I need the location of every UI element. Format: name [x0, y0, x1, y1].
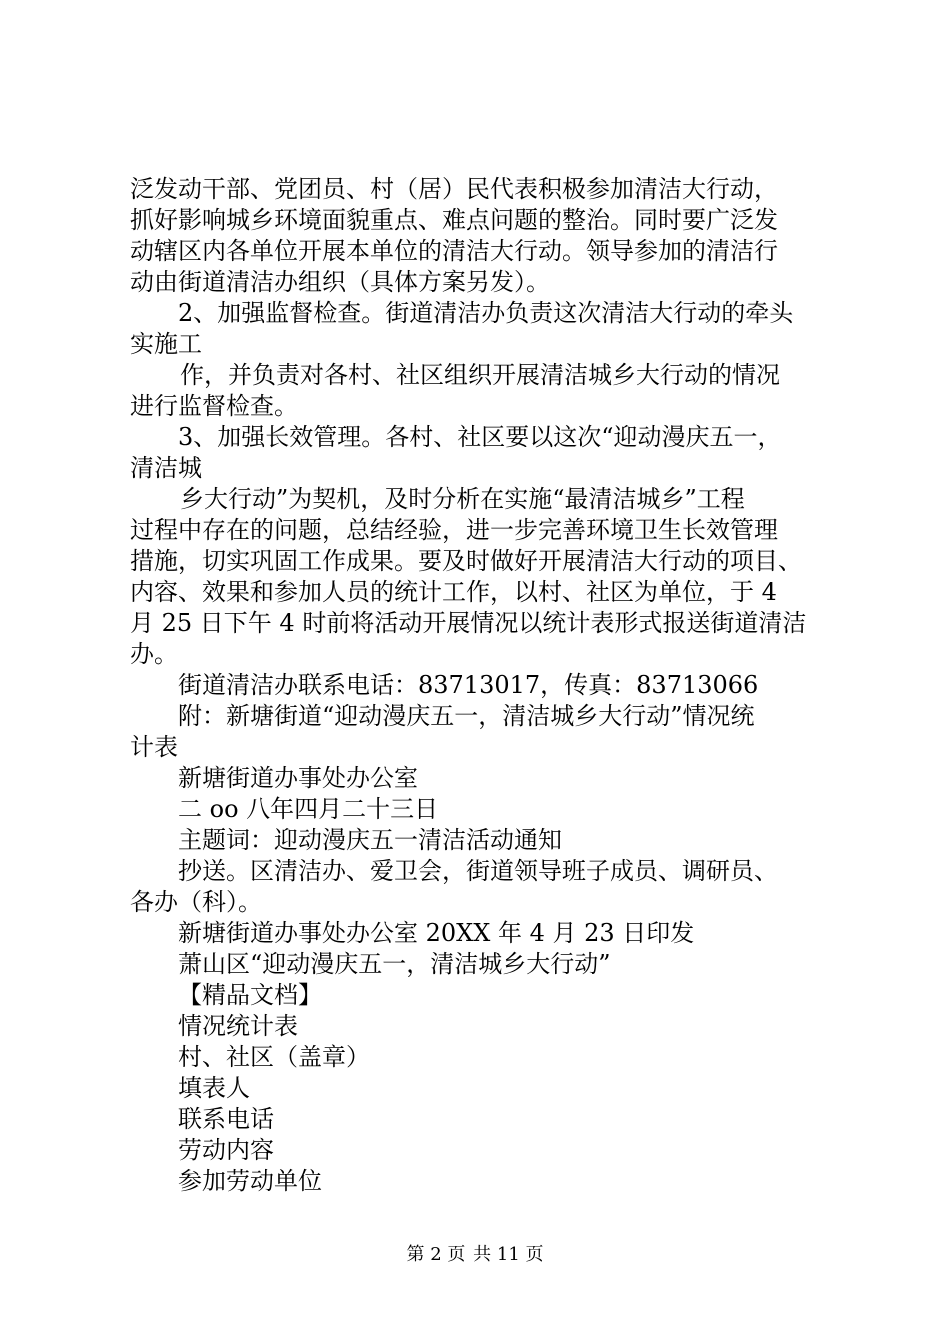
text-line: 抓好影响城乡环境面貌重点、难点问题的整治。同时要广泛发 [130, 206, 778, 234]
text-line: 清洁城 [130, 454, 202, 482]
print-line: 新塘街道办事处办公室 20XX 年 4 月 23 日印发 [178, 919, 695, 947]
text-line: 过程中存在的问题，总结经验，进一步完善环境卫生长效管理 [130, 516, 778, 544]
attachment-line: 附：新塘街道“迎动漫庆五一，清洁城乡大行动”情况统 [178, 702, 755, 730]
form-title-line: 萧山区“迎动漫庆五一，清洁城乡大行动” [178, 950, 611, 978]
form-title-line: 情况统计表 [178, 1012, 298, 1040]
page-footer [0, 1244, 950, 1266]
form-field-label: 联系电话 [178, 1105, 274, 1133]
text-line: 乡大行动”为契机，及时分析在实施“最清洁城乡”工程 [180, 485, 745, 513]
page-total: 共 11 页 [473, 1244, 544, 1265]
issuer-line: 新塘街道办事处办公室 [178, 764, 418, 792]
text-line: 2、加强监督检查。街道清洁办负责这次清洁大行动的牵头 [178, 299, 794, 327]
subject-line: 主题词：迎动漫庆五一清洁活动通知 [178, 826, 562, 854]
text-line: 泛发动干部、党团员、村（居）民代表积极参加清洁大行动， [130, 175, 778, 203]
text-line: 内容、效果和参加人员的统计工作，以村、社区为单位，于 4 [130, 578, 777, 606]
date-line: 二 oo 八年四月二十三日 [178, 795, 439, 823]
text-line: 动辖区内各单位开展本单位的清洁大行动。领导参加的清洁行 [130, 237, 778, 265]
form-field-label: 村、社区（盖章） [178, 1043, 370, 1071]
text-line: 实施工 [130, 330, 202, 358]
page-number: 第 2 页 [406, 1244, 466, 1265]
watermark-label: 【精品文档】 [178, 981, 322, 1009]
document-body [130, 174, 835, 1197]
text-line: 措施，切实巩固工作成果。要及时做好开展清洁大行动的项目、 [130, 547, 802, 575]
text-line: 办。 [130, 640, 178, 668]
text-line: 月 25 日下午 4 时前将活动开展情况以统计表形式报送街道清洁 [130, 609, 807, 637]
text-line: 动由街道清洁办组织（具体方案另发）。 [130, 268, 550, 296]
form-field-label: 填表人 [178, 1074, 250, 1102]
text-line: 各办（科）。 [130, 888, 262, 916]
text-line: 进行监督检查。 [130, 392, 298, 420]
form-field-label: 劳动内容 [178, 1136, 274, 1164]
cc-line: 抄送。区清洁办、爱卫会，街道领导班子成员、调研员、 [178, 857, 778, 885]
text-line: 计表 [130, 733, 178, 761]
form-field-label: 参加劳动单位 [178, 1167, 322, 1195]
text-line: 作，并负责对各村、社区组织开展清洁城乡大行动的情况 [180, 361, 780, 389]
contact-line: 街道清洁办联系电话：83713017，传真：83713066 [178, 671, 759, 699]
text-line: 3、加强长效管理。各村、社区要以这次“迎动漫庆五一， [178, 423, 782, 451]
